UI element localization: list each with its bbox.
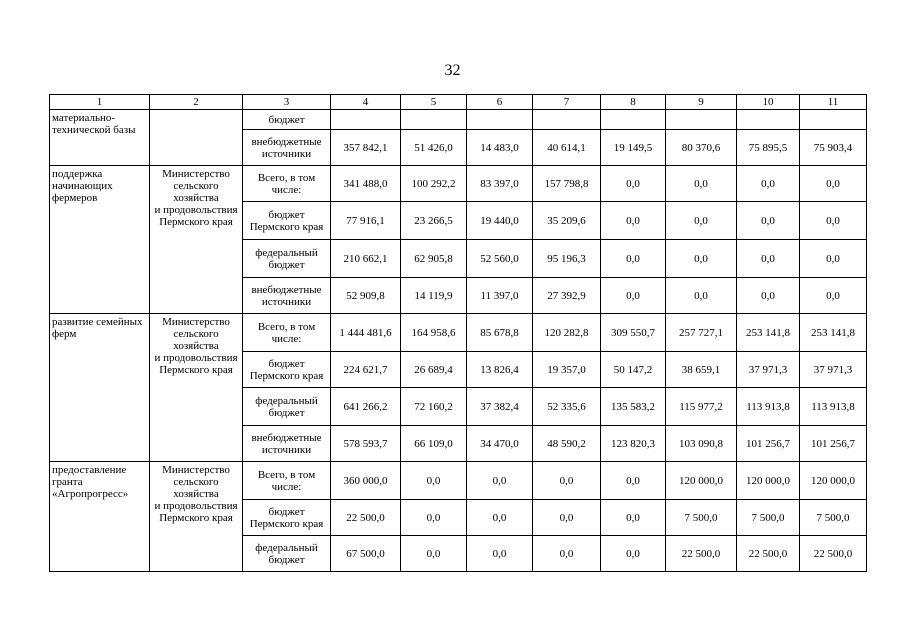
amount-cell: 0,0 [800, 166, 867, 202]
amount-cell: 578 593,7 [331, 426, 401, 462]
funding-source-cell [243, 462, 331, 500]
amount-cell: 22 500,0 [666, 536, 737, 572]
amount-cell: 52 560,0 [467, 240, 533, 278]
amount-cell [666, 110, 737, 130]
funding-source-cell [243, 110, 331, 130]
amount-cell: 113 913,8 [737, 388, 800, 426]
activity-name: поддержка начинающих фермеров [52, 168, 113, 204]
funding-source: бюджет Пермского края [249, 357, 324, 382]
funding-source-cell [243, 202, 331, 240]
funding-source: федеральный бюджет [255, 246, 318, 271]
amount-cell: 120 000,0 [666, 462, 737, 500]
column-header: 3 [243, 95, 331, 110]
funding-source: федеральный бюджет [255, 541, 318, 566]
column-header: 2 [150, 95, 243, 110]
activity-cell [50, 462, 150, 572]
amount-cell: 0,0 [601, 166, 666, 202]
amount-cell: 103 090,8 [666, 426, 737, 462]
funding-source-cell [243, 388, 331, 426]
amount-cell: 0,0 [666, 240, 737, 278]
amount-cell: 0,0 [467, 462, 533, 500]
activity-name: материально- технической базы [52, 112, 136, 136]
amount-cell [533, 110, 601, 130]
executor-name: Министерство сельского хозяйства и продовольствия Пермского края [154, 168, 238, 228]
table-row [50, 462, 867, 500]
amount-cell: 0,0 [467, 500, 533, 536]
executor-cell [150, 462, 243, 572]
amount-cell: 360 000,0 [331, 462, 401, 500]
column-header: 9 [666, 95, 737, 110]
budget-table [49, 94, 867, 572]
amount-cell: 34 470,0 [467, 426, 533, 462]
amount-cell: 80 370,6 [666, 130, 737, 166]
amount-cell: 0,0 [800, 240, 867, 278]
amount-cell: 7 500,0 [666, 500, 737, 536]
amount-cell: 101 256,7 [800, 426, 867, 462]
funding-source: Всего, в том числе: [257, 468, 316, 493]
amount-cell: 135 583,2 [601, 388, 666, 426]
amount-cell: 123 820,3 [601, 426, 666, 462]
amount-cell: 38 659,1 [666, 352, 737, 388]
amount-cell: 19 357,0 [533, 352, 601, 388]
amount-cell [800, 110, 867, 130]
column-header: 6 [467, 95, 533, 110]
funding-source-cell [243, 352, 331, 388]
column-header: 11 [800, 95, 867, 110]
funding-source: Всего, в том числе: [257, 171, 316, 196]
amount-cell: 0,0 [737, 202, 800, 240]
amount-cell: 77 916,1 [331, 202, 401, 240]
amount-cell: 0,0 [401, 462, 467, 500]
column-header: 10 [737, 95, 800, 110]
amount-cell: 51 426,0 [401, 130, 467, 166]
amount-cell: 14 483,0 [467, 130, 533, 166]
amount-cell: 22 500,0 [737, 536, 800, 572]
amount-cell: 0,0 [601, 462, 666, 500]
amount-cell: 22 500,0 [331, 500, 401, 536]
amount-cell: 0,0 [601, 202, 666, 240]
amount-cell: 0,0 [401, 536, 467, 572]
amount-cell: 22 500,0 [800, 536, 867, 572]
funding-source-cell [243, 278, 331, 314]
amount-cell: 357 842,1 [331, 130, 401, 166]
amount-cell: 641 266,2 [331, 388, 401, 426]
amount-cell [331, 110, 401, 130]
amount-cell: 0,0 [666, 202, 737, 240]
amount-cell: 120 000,0 [800, 462, 867, 500]
amount-cell: 1 444 481,6 [331, 314, 401, 352]
amount-cell: 7 500,0 [800, 500, 867, 536]
amount-cell: 35 209,6 [533, 202, 601, 240]
amount-cell: 52 909,8 [331, 278, 401, 314]
amount-cell: 75 903,4 [800, 130, 867, 166]
amount-cell: 257 727,1 [666, 314, 737, 352]
executor-name: Министерство сельского хозяйства и продовольствия Пермского края [154, 464, 238, 524]
amount-cell: 0,0 [601, 278, 666, 314]
amount-cell: 157 798,8 [533, 166, 601, 202]
amount-cell: 0,0 [737, 278, 800, 314]
funding-source-cell [243, 240, 331, 278]
funding-source-cell [243, 314, 331, 352]
amount-cell: 85 678,8 [467, 314, 533, 352]
amount-cell: 0,0 [533, 500, 601, 536]
funding-source: внебюджетные источники [251, 135, 322, 160]
amount-cell: 0,0 [737, 240, 800, 278]
amount-cell: 100 292,2 [401, 166, 467, 202]
amount-cell: 37 971,3 [737, 352, 800, 388]
funding-source: Всего, в том числе: [257, 320, 316, 345]
amount-cell: 115 977,2 [666, 388, 737, 426]
executor-cell [150, 314, 243, 462]
amount-cell: 0,0 [601, 240, 666, 278]
column-header: 4 [331, 95, 401, 110]
amount-cell: 210 662,1 [331, 240, 401, 278]
executor-cell [150, 110, 243, 166]
funding-source: бюджет Пермского края [249, 505, 324, 530]
amount-cell: 0,0 [467, 536, 533, 572]
funding-source-cell [243, 426, 331, 462]
amount-cell: 120 000,0 [737, 462, 800, 500]
amount-cell: 52 335,6 [533, 388, 601, 426]
amount-cell: 164 958,6 [401, 314, 467, 352]
amount-cell: 48 590,2 [533, 426, 601, 462]
amount-cell: 37 971,3 [800, 352, 867, 388]
funding-source: бюджет [268, 113, 305, 126]
amount-cell: 27 392,9 [533, 278, 601, 314]
amount-cell: 0,0 [800, 202, 867, 240]
amount-cell: 341 488,0 [331, 166, 401, 202]
amount-cell: 120 282,8 [533, 314, 601, 352]
amount-cell: 0,0 [401, 500, 467, 536]
table-row [50, 166, 867, 202]
amount-cell: 0,0 [601, 536, 666, 572]
activity-cell [50, 314, 150, 462]
activity-name: развитие семейных ферм [52, 316, 143, 340]
amount-cell: 37 382,4 [467, 388, 533, 426]
funding-source-cell [243, 130, 331, 166]
amount-cell: 0,0 [601, 500, 666, 536]
amount-cell: 50 147,2 [601, 352, 666, 388]
amount-cell: 19 149,5 [601, 130, 666, 166]
amount-cell: 0,0 [533, 462, 601, 500]
amount-cell: 113 913,8 [800, 388, 867, 426]
header-row [50, 95, 867, 110]
amount-cell: 13 826,4 [467, 352, 533, 388]
amount-cell: 66 109,0 [401, 426, 467, 462]
amount-cell [601, 110, 666, 130]
funding-source-cell [243, 536, 331, 572]
amount-cell: 101 256,7 [737, 426, 800, 462]
funding-source-cell [243, 166, 331, 202]
amount-cell: 0,0 [666, 166, 737, 202]
amount-cell: 19 440,0 [467, 202, 533, 240]
amount-cell [467, 110, 533, 130]
table-row [50, 110, 867, 130]
amount-cell: 95 196,3 [533, 240, 601, 278]
page-number: 32 [444, 62, 461, 79]
amount-cell: 14 119,9 [401, 278, 467, 314]
amount-cell: 224 621,7 [331, 352, 401, 388]
amount-cell: 23 266,5 [401, 202, 467, 240]
column-header: 5 [401, 95, 467, 110]
funding-source: внебюджетные источники [251, 283, 322, 308]
amount-cell [737, 110, 800, 130]
amount-cell: 11 397,0 [467, 278, 533, 314]
amount-cell: 0,0 [533, 536, 601, 572]
amount-cell: 72 160,2 [401, 388, 467, 426]
executor-name: Министерство сельского хозяйства и продовольствия Пермского края [154, 316, 238, 376]
funding-source: внебюджетные источники [251, 431, 322, 456]
funding-source: федеральный бюджет [255, 394, 318, 419]
funding-source: бюджет Пермского края [249, 208, 324, 233]
amount-cell: 7 500,0 [737, 500, 800, 536]
column-header: 1 [50, 95, 150, 110]
amount-cell: 253 141,8 [800, 314, 867, 352]
amount-cell: 40 614,1 [533, 130, 601, 166]
amount-cell: 67 500,0 [331, 536, 401, 572]
amount-cell: 309 550,7 [601, 314, 666, 352]
column-header: 8 [601, 95, 666, 110]
executor-cell [150, 166, 243, 314]
amount-cell: 0,0 [800, 278, 867, 314]
amount-cell: 0,0 [666, 278, 737, 314]
activity-name: предоставление гранта «Агропрогресс» [52, 464, 129, 500]
table-row [50, 314, 867, 352]
amount-cell: 0,0 [737, 166, 800, 202]
amount-cell: 26 689,4 [401, 352, 467, 388]
amount-cell: 83 397,0 [467, 166, 533, 202]
amount-cell: 253 141,8 [737, 314, 800, 352]
column-header: 7 [533, 95, 601, 110]
amount-cell: 75 895,5 [737, 130, 800, 166]
amount-cell [401, 110, 467, 130]
funding-source-cell [243, 500, 331, 536]
amount-cell: 62 905,8 [401, 240, 467, 278]
activity-cell [50, 166, 150, 314]
activity-cell [50, 110, 150, 166]
